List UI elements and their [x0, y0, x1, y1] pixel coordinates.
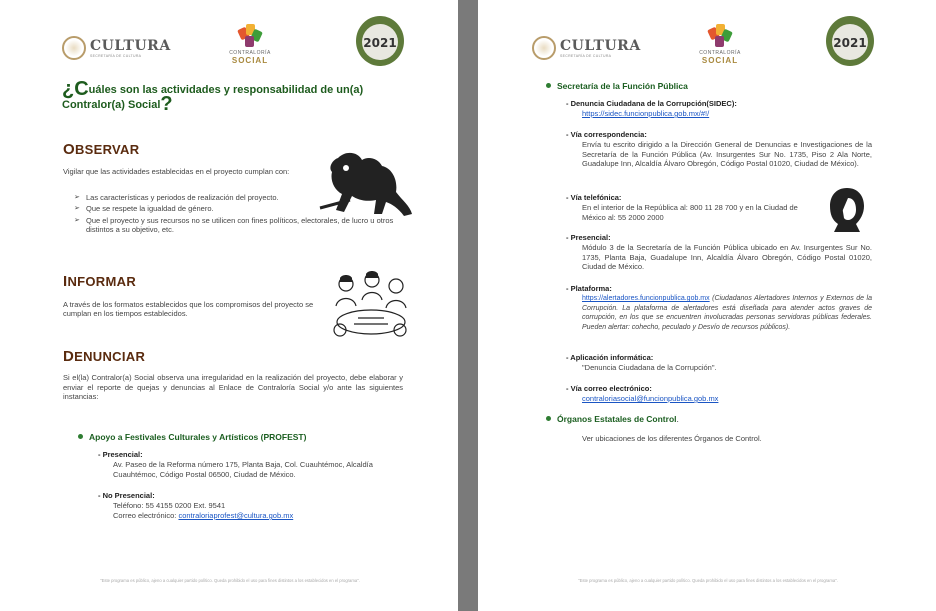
contraloria-label: CONTRALORÍA [229, 50, 271, 56]
informar-text: A través de los formatos establecidos que los compromisos del proyecto se cumplan en los tiempos establecidos. [63, 300, 314, 319]
list-item: ➢ Las características y periodos de realización del proyecto. [74, 193, 314, 202]
section-denunciar-heading: DENUNCIAR [63, 348, 146, 365]
presencial-text: Módulo 3 de la Secretaría de la Función Pública ubicado en Av. Insurgentes Sur No. 1735, Planta Baja, Guadalupe Inn, Alcaldía Álvaro Obregón, Código Postal 01020, Ciudad de México. [582, 243, 872, 272]
page-footer: "Este programa es público, ajeno a cualquier partido político. Queda prohibido el uso para fines distintos a los establecidos en el programa". [578, 578, 838, 583]
cultura-wordmark: CULTURA [560, 37, 641, 54]
contraloria-label: CONTRALORÍA [699, 50, 741, 56]
contraloria-hands-icon [237, 24, 263, 50]
cultura-subtitle: SECRETARÍA DE CULTURA [90, 53, 142, 58]
group-meeting-illustration [328, 270, 414, 346]
correspondencia-label: - Vía correspondencia: [566, 130, 647, 139]
contraloria-hands-icon [707, 24, 733, 50]
left-page [0, 0, 458, 611]
social-label: SOCIAL [231, 56, 269, 65]
oec-heading: Órganos Estatales de Control. [546, 414, 679, 424]
profest-phone: Teléfono: 55 4155 0200 Ext. 9541 [113, 501, 226, 510]
phone-person-icon [826, 186, 868, 232]
bullet-icon [78, 434, 83, 439]
email-link[interactable]: contraloriasocial@funcionpublica.gob.mx [582, 394, 719, 403]
observer-illustration [316, 150, 416, 220]
right-page [478, 0, 936, 611]
denunciar-text: Si el(la) Contralor(a) Social observa una irregularidad en la realización del proyecto, debe elaborar y enviar el reporte de quejas y denuncias al Enlace de Contraloría Social y/o ante las siguientes instancias: [63, 373, 403, 402]
year-label: 2021 [833, 36, 867, 50]
profest-email-link[interactable]: contraloriaprofest@cultura.gob.mx [178, 511, 294, 520]
cultura-logo [532, 36, 641, 60]
profest-email-line: Correo electrónico: contraloriaprofest@cultura.gob.mx [113, 511, 294, 520]
observar-intro: Vigilar que las actividades establecidas en el proyecto cumplan con: [63, 167, 290, 176]
cultura-logo [62, 36, 171, 60]
plataforma-link[interactable]: https://alertadores.funcionpublica.gob.mx [582, 295, 710, 302]
telefonica-text: En el interior de la República al: 800 11 28 700 y en la Ciudad de México al: 55 2000 2000 [582, 203, 798, 222]
plataforma-text: https://alertadores.funcionpublica.gob.mx (Ciudadanos Alertadores Internos y Externos de la Corrupción. La plataforma de alertadores está diseñada para atender actos graves de corrupción, en los que se encuentren involucradas personas servidoras públicas federales. Pueden alertar: cohecho, peculado y Desvío de recursos públicos). [582, 295, 872, 331]
sidec-link[interactable]: https://sidec.funcionpublica.gob.mx/#!/ [582, 109, 710, 118]
plataforma-label: - Plataforma: [566, 284, 612, 293]
year-label: 2021 [363, 36, 397, 50]
list-item: ➢ Que se respete la igualdad de género. [74, 204, 404, 213]
email-label: - Vía correo electrónico: [566, 384, 652, 393]
section-informar-heading: INFORMAR [63, 273, 137, 290]
cultura-subtitle: SECRETARÍA DE CULTURA [560, 53, 612, 58]
profest-no-presencial-label: - No Presencial: [98, 491, 155, 500]
profest-presencial-address: Av. Paseo de la Reforma número 175, Planta Baja, Col. Cuauhtémoc, Alcaldía Cuauhtémoc, Código Postal 06500, Ciudad de México. [113, 460, 373, 479]
profest-heading: Apoyo a Festivales Culturales y Artísticos (PROFEST) [78, 432, 306, 442]
bullet-icon [546, 416, 551, 421]
bullet-icon [546, 83, 551, 88]
page-header [478, 22, 936, 78]
year-2021-logo [356, 16, 404, 66]
contraloria-social-logo [228, 24, 272, 65]
sfp-heading: Secretaría de la Función Pública [546, 81, 688, 91]
cultura-wordmark: CULTURA [90, 37, 171, 54]
correspondencia-text: Envía tu escrito dirigido a la Dirección General de Denuncias e Investigaciones de la Secretaría de la Función Pública (Av. Insurgentes Sur No. 1735, Piso 2 Ala Norte, Guadalupe Inn, Alcaldía Álvaro Obregón, Código Postal 01020, Ciudad de México). [582, 140, 872, 169]
contraloria-social-logo [698, 24, 742, 65]
page-title: ¿Cuáles son las actividades y responsabilidad de un(a) Contralor(a) Social? [62, 78, 364, 115]
list-item: ➢ Que el proyecto y sus recursos no se utilicen con fines políticos, electorales, de lucro u otros distintos a su objetivo, etc. [74, 216, 404, 235]
sidec-label: - Denuncia Ciudadana de la Corrupción(SIDEC): [566, 99, 737, 108]
oec-text: Ver ubicaciones de los diferentes Órganos de Control. [582, 434, 762, 443]
national-seal-icon [532, 36, 556, 60]
page-header [0, 22, 458, 78]
social-label: SOCIAL [701, 56, 739, 65]
profest-presencial-label: - Presencial: [98, 450, 143, 459]
national-seal-icon [62, 36, 86, 60]
section-observar-heading: OBSERVAR [63, 141, 140, 158]
app-text: "Denuncia Ciudadana de la Corrupción". [582, 363, 717, 372]
telefonica-label: - Vía telefónica: [566, 193, 622, 202]
page-footer: "Este programa es público, ajeno a cualquier partido político. Queda prohibido el uso para fines distintos a los establecidos en el programa". [100, 578, 360, 583]
year-2021-logo [826, 16, 874, 66]
presencial-label: - Presencial: [566, 233, 611, 242]
app-label: - Aplicación informática: [566, 353, 654, 362]
